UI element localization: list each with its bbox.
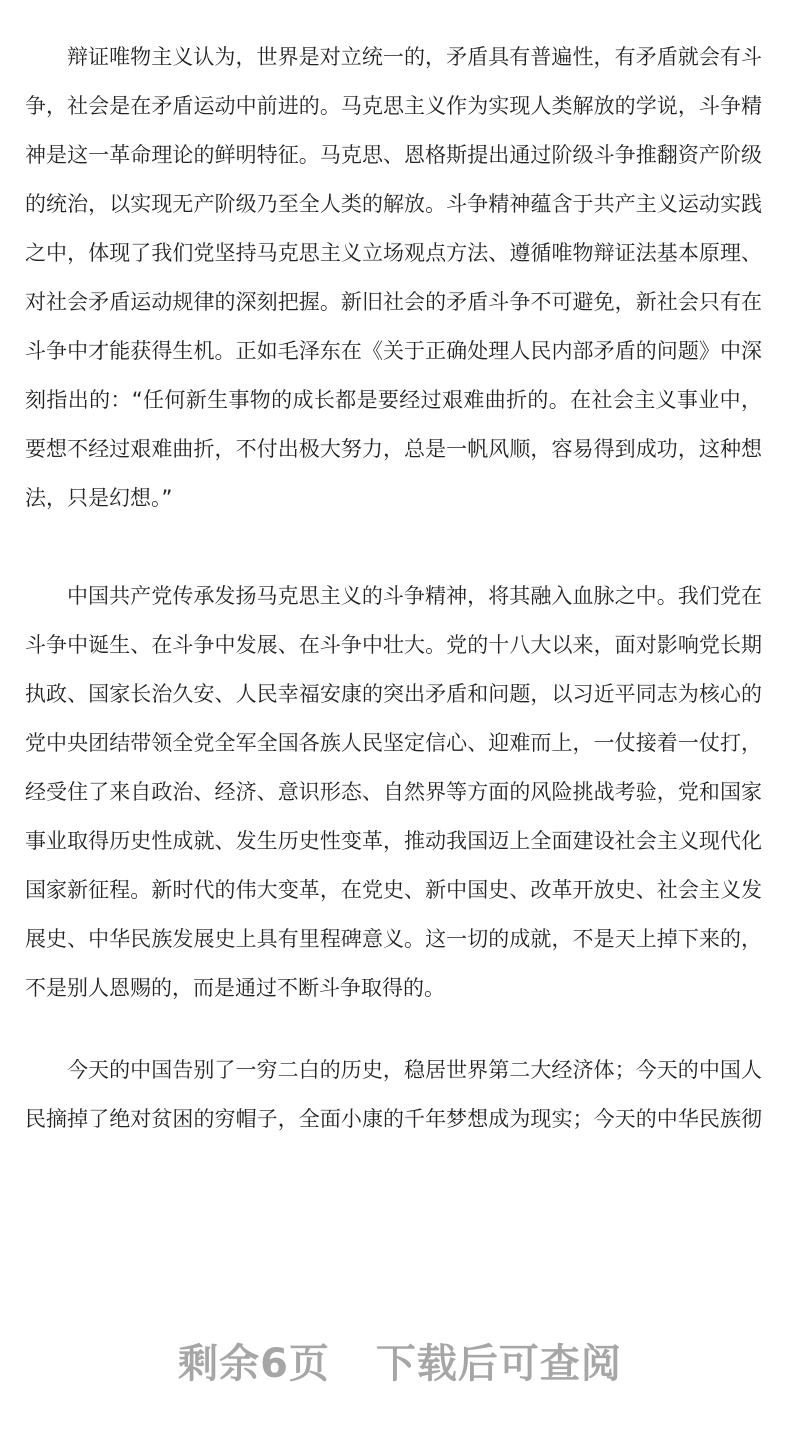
paragraph-1	[25, 40, 762, 530]
download-to-view-label[interactable]: 下载后可查阅	[375, 1341, 622, 1387]
text-line: 法，只是幻想。”	[25, 486, 173, 510]
text-line: 经受住了来自政治、经济、意识形态、自然界等方面的风险挑战考验，党和国家	[25, 780, 762, 804]
paragraph-2	[25, 579, 762, 1020]
remaining-pages-label: 剩余6页	[178, 1341, 330, 1387]
text-line: 国家新征程。新时代的伟大变革，在党史、新中国史、改革开放史、社会主义发	[25, 878, 762, 902]
text-line: 执政、国家长治久安、人民幸福安康的突出矛盾和问题，以习近平同志为核心的	[25, 682, 762, 706]
text-line: 不是别人恩赐的，而是通过不断斗争取得的。	[25, 976, 445, 1000]
text-line: 事业取得历史性成就、发生历史性变革，推动我国迈上全面建设社会主义现代化	[25, 829, 762, 853]
text-line: 的统治，以实现无产阶级乃至全人类的解放。斗争精神蕴含于共产主义运动实践	[25, 192, 762, 216]
text-line: 之中，体现了我们党坚持马克思主义立场观点方法、遵循唯物辩证法基本原理、	[25, 241, 762, 265]
paragraph-3	[25, 1053, 762, 1151]
download-prompt[interactable]	[0, 1332, 800, 1389]
text-line: 要想不经过艰难曲折，不付出极大努力，总是一帆风顺，容易得到成功，这种想	[25, 437, 762, 461]
text-line: 中国共产党传承发扬马克思主义的斗争精神，将其融入血脉之中。我们党在	[67, 584, 762, 608]
text-line: 神是这一革命理论的鲜明特征。马克思、恩格斯提出通过阶级斗争推翻资产阶级	[25, 143, 762, 167]
text-line: 党中央团结带领全党全军全国各族人民坚定信心、迎难而上，一仗接着一仗打，	[25, 731, 762, 755]
text-line: 辩证唯物主义认为，世界是对立统一的，矛盾具有普遍性，有矛盾就会有斗	[67, 45, 762, 69]
text-line: 展史、中华民族发展史上具有里程碑意义。这一切的成就，不是天上掉下来的，	[25, 927, 762, 951]
text-line: 对社会矛盾运动规律的深刻把握。新旧社会的矛盾斗争不可避免，新社会只有在	[25, 290, 762, 314]
document-body	[25, 40, 762, 1151]
text-line: 斗争中诞生、在斗争中发展、在斗争中壮大。党的十八大以来，面对影响党长期	[25, 633, 762, 657]
text-line: 争，社会是在矛盾运动中前进的。马克思主义作为实现人类解放的学说，斗争精	[25, 94, 762, 118]
text-line: 今天的中国告别了一穷二白的历史，稳居世界第二大经济体；今天的中国人	[67, 1058, 762, 1082]
text-line: 刻指出的：“任何新生事物的成长都是要经过艰难曲折的。在社会主义事业中，	[25, 388, 762, 412]
text-line: 斗争中才能获得生机。正如毛泽东在《关于正确处理人民内部矛盾的问题》中深	[25, 339, 762, 363]
text-line: 民摘掉了绝对贫困的穷帽子，全面小康的千年梦想成为现实；今天的中华民族彻	[25, 1107, 762, 1131]
